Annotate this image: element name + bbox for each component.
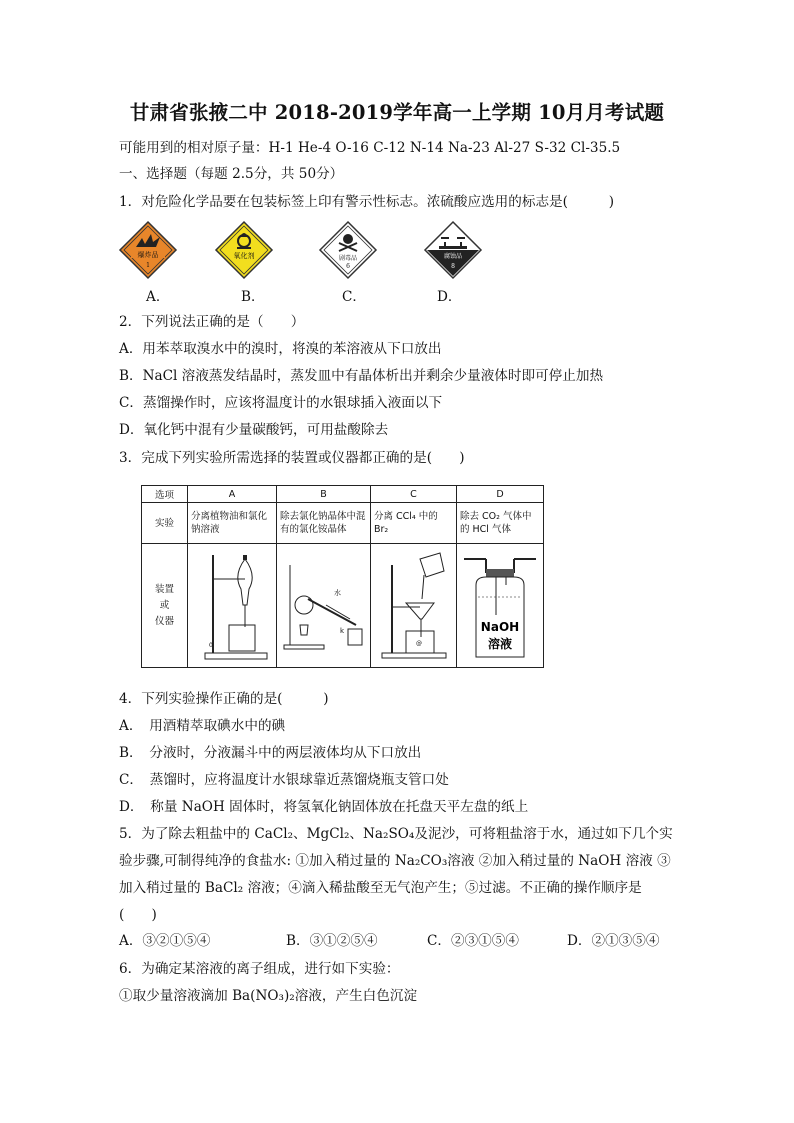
explosive-hazard-icon bbox=[118, 220, 178, 280]
q2-option-b: B．NaCl 溶液蒸发结晶时，蒸发皿中有晶体析出并剩余少量液体时即可停止加热 bbox=[119, 368, 604, 384]
toxic-label: 剧毒品 bbox=[338, 255, 358, 262]
apparatus-b bbox=[277, 544, 371, 668]
apparatus-c bbox=[371, 544, 457, 668]
apparatus-a bbox=[188, 544, 277, 668]
toxic-hazard-icon bbox=[318, 220, 378, 280]
k-mark: k bbox=[340, 627, 345, 635]
header-b: B bbox=[277, 486, 371, 503]
distillation-icon bbox=[280, 545, 367, 663]
corrosive-class: 8 bbox=[451, 263, 455, 270]
header-a: A bbox=[188, 486, 277, 503]
explosive-class: 1 bbox=[146, 262, 150, 269]
corrosive-hazard-icon bbox=[423, 220, 483, 280]
q4-option-a: A． 用酒精萃取碘水中的碘 bbox=[119, 718, 286, 734]
header-d: D bbox=[457, 486, 544, 503]
experiment-c: 分离 CCl₄ 中的 Br₂ bbox=[371, 503, 457, 544]
table-header-row bbox=[142, 486, 544, 503]
page-title: 甘肃省张掖二中 2018-2019学年高一上学期 10月月考试题 bbox=[129, 101, 665, 124]
svg-text:0: 0 bbox=[209, 642, 213, 649]
header-option: 选项 bbox=[142, 486, 188, 503]
q2-option-a: A．用苯萃取溴水中的溴时，将溴的苯溶液从下口放出 bbox=[119, 341, 442, 357]
q1-label-b: B． bbox=[241, 289, 265, 305]
filtration-icon bbox=[374, 545, 453, 663]
apparatus-label-2: 或 bbox=[159, 599, 170, 611]
q5-option-c: C．②③①⑤④ bbox=[427, 933, 519, 949]
water-mark: 水 bbox=[334, 589, 341, 597]
gas-washing-bottle-icon bbox=[460, 545, 540, 663]
apparatus-label-1: 装置 bbox=[154, 583, 174, 595]
q5-option-a: A．③②①⑤④ bbox=[119, 933, 211, 949]
apparatus-label bbox=[142, 544, 188, 668]
q5-option-d: D．②①③⑤④ bbox=[567, 933, 660, 949]
corrosive-label: 腐蚀品 bbox=[443, 253, 463, 260]
q1-label-c: C． bbox=[342, 289, 366, 305]
oxidizer-label: 氧化剂 bbox=[233, 252, 255, 260]
svg-text:@: @ bbox=[416, 640, 422, 647]
question-3-stem: 3．完成下列实验所需选择的装置或仪器都正确的是( ) bbox=[119, 450, 465, 466]
q2-option-d: D．氧化钙中混有少量碳酸钙，可用盐酸除去 bbox=[119, 422, 389, 438]
question-5-line-2: 验步骤,可制得纯净的食盐水: ①加入稍过量的 Na₂CO₃溶液 ②加入稍过量的 NaOH 溶液 ③ bbox=[119, 853, 671, 869]
question-2-stem: 2．下列说法正确的是（ ） bbox=[119, 314, 305, 330]
q4-option-b: B． 分液时，分液漏斗中的两层液体均从下口放出 bbox=[119, 745, 422, 761]
apparatus-d bbox=[457, 544, 544, 668]
explosive-label: 爆炸品 bbox=[137, 251, 159, 259]
solution-label: 溶液 bbox=[487, 637, 513, 651]
table-apparatus-row bbox=[142, 544, 544, 668]
question-5-line-1: 5．为了除去粗盐中的 CaCl₂、MgCl₂、Na₂SO₄及泥沙，可将粗盐溶于水，通过如下几个实 bbox=[119, 826, 673, 842]
q2-option-c: C．蒸馏操作时，应该将温度计的水银球插入液面以下 bbox=[119, 395, 443, 411]
experiment-label: 实验 bbox=[142, 503, 188, 544]
question-5-line-4: ( ) bbox=[119, 907, 157, 923]
q6-step-1: ①取少量溶液滴加 Ba(NO₃)₂溶液，产生白色沉淀 bbox=[119, 988, 418, 1004]
question-5-line-3: 加入稍过量的 BaCl₂ 溶液；④滴入稀盐酸至无气泡产生；⑤过滤。不正确的操作顺序是 bbox=[119, 880, 642, 896]
toxic-class: 6 bbox=[346, 263, 350, 270]
experiment-a: 分离植物油和氯化钠溶液 bbox=[188, 503, 277, 544]
experiment-b: 除去氯化钠晶体中混有的氯化铵晶体 bbox=[277, 503, 371, 544]
oxidizer-hazard-icon bbox=[214, 220, 274, 280]
question-4-stem: 4．下列实验操作正确的是( ) bbox=[119, 691, 329, 707]
apparatus-label-3: 仪器 bbox=[154, 615, 174, 627]
experiment-table bbox=[141, 485, 544, 668]
header-c: C bbox=[371, 486, 457, 503]
q5-option-b: B．③①②⑤④ bbox=[286, 933, 378, 949]
question-1-stem: 1．对危险化学品要在包装标签上印有警示性标志。浓硫酸应选用的标志是( ) bbox=[119, 194, 615, 210]
atomic-masses: 可能用到的相对原子量：H-1 He-4 O-16 C-12 N-14 Na-23 Al-27 S-32 Cl-35.5 bbox=[119, 140, 621, 156]
q4-option-c: C． 蒸馏时，应将温度计水银球靠近蒸馏烧瓶支管口处 bbox=[119, 772, 449, 788]
separatory-funnel-icon bbox=[191, 545, 273, 663]
section-heading: 一、选择题（每题 2.5分，共 50分） bbox=[119, 166, 344, 182]
question-6-stem: 6．为确定某溶液的离子组成，进行如下实验： bbox=[119, 961, 400, 977]
experiment-d: 除去 CO₂ 气体中的 HCl 气体 bbox=[457, 503, 544, 544]
q1-label-a: A． bbox=[146, 289, 170, 305]
q1-label-d: D． bbox=[437, 289, 462, 305]
naoh-label: NaOH bbox=[480, 620, 520, 634]
q4-option-d: D． 称量 NaOH 固体时，将氢氧化钠固体放在托盘天平左盘的纸上 bbox=[119, 799, 529, 815]
table-experiment-row bbox=[142, 503, 544, 544]
